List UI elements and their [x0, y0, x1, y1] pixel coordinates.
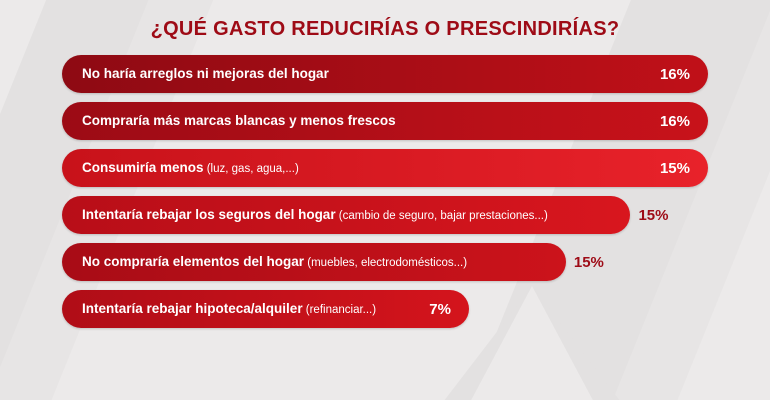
bar-label-detail: (cambio de seguro, bajar prestaciones...) — [335, 209, 548, 222]
bar-label: No compraría elementos del hogar (muebles, electrodomésticos...) — [82, 253, 468, 269]
bar-label: Intentaría rebajar los seguros del hogar (cambio de seguro, bajar prestaciones...) — [82, 206, 548, 222]
bar-value: 7% — [429, 300, 451, 318]
bar-row — [62, 290, 708, 328]
bar-value: 16% — [659, 112, 690, 130]
bar-1[interactable] — [62, 55, 708, 93]
bar-row — [62, 243, 708, 281]
bar-6[interactable] — [62, 290, 469, 328]
bar-label-detail: (muebles, electrodomésticos...) — [304, 256, 468, 269]
bar-row — [62, 102, 708, 140]
bar-4[interactable] — [62, 196, 630, 234]
bar-value: 16% — [659, 65, 690, 83]
bar-label: Compraría más marcas blancas y menos frescos — [82, 113, 396, 129]
bar-label-detail: (luz, gas, agua,...) — [203, 162, 299, 175]
bar-label: Intentaría rebajar hipoteca/alquiler (refinanciar...) — [82, 300, 377, 316]
bar-value: 15% — [659, 159, 690, 177]
bar-label: Consumiría menos (luz, gas, agua,...) — [82, 159, 299, 175]
bar-row — [62, 196, 708, 234]
page-title: ¿QUÉ GASTO REDUCIRÍAS O PRESCINDIRÍAS? — [150, 18, 620, 40]
bar-3[interactable] — [62, 149, 708, 187]
bar-row — [62, 55, 708, 93]
bar-value: 15% — [638, 206, 669, 224]
bar-5[interactable] — [62, 243, 566, 281]
bar-row — [62, 149, 708, 187]
bar-value: 15% — [573, 253, 604, 271]
bar-label: No haría arreglos ni mejoras del hogar — [82, 66, 329, 82]
bar-2[interactable] — [62, 102, 708, 140]
bar-label-detail: (refinanciar...) — [302, 303, 377, 316]
bar-list — [0, 55, 770, 328]
